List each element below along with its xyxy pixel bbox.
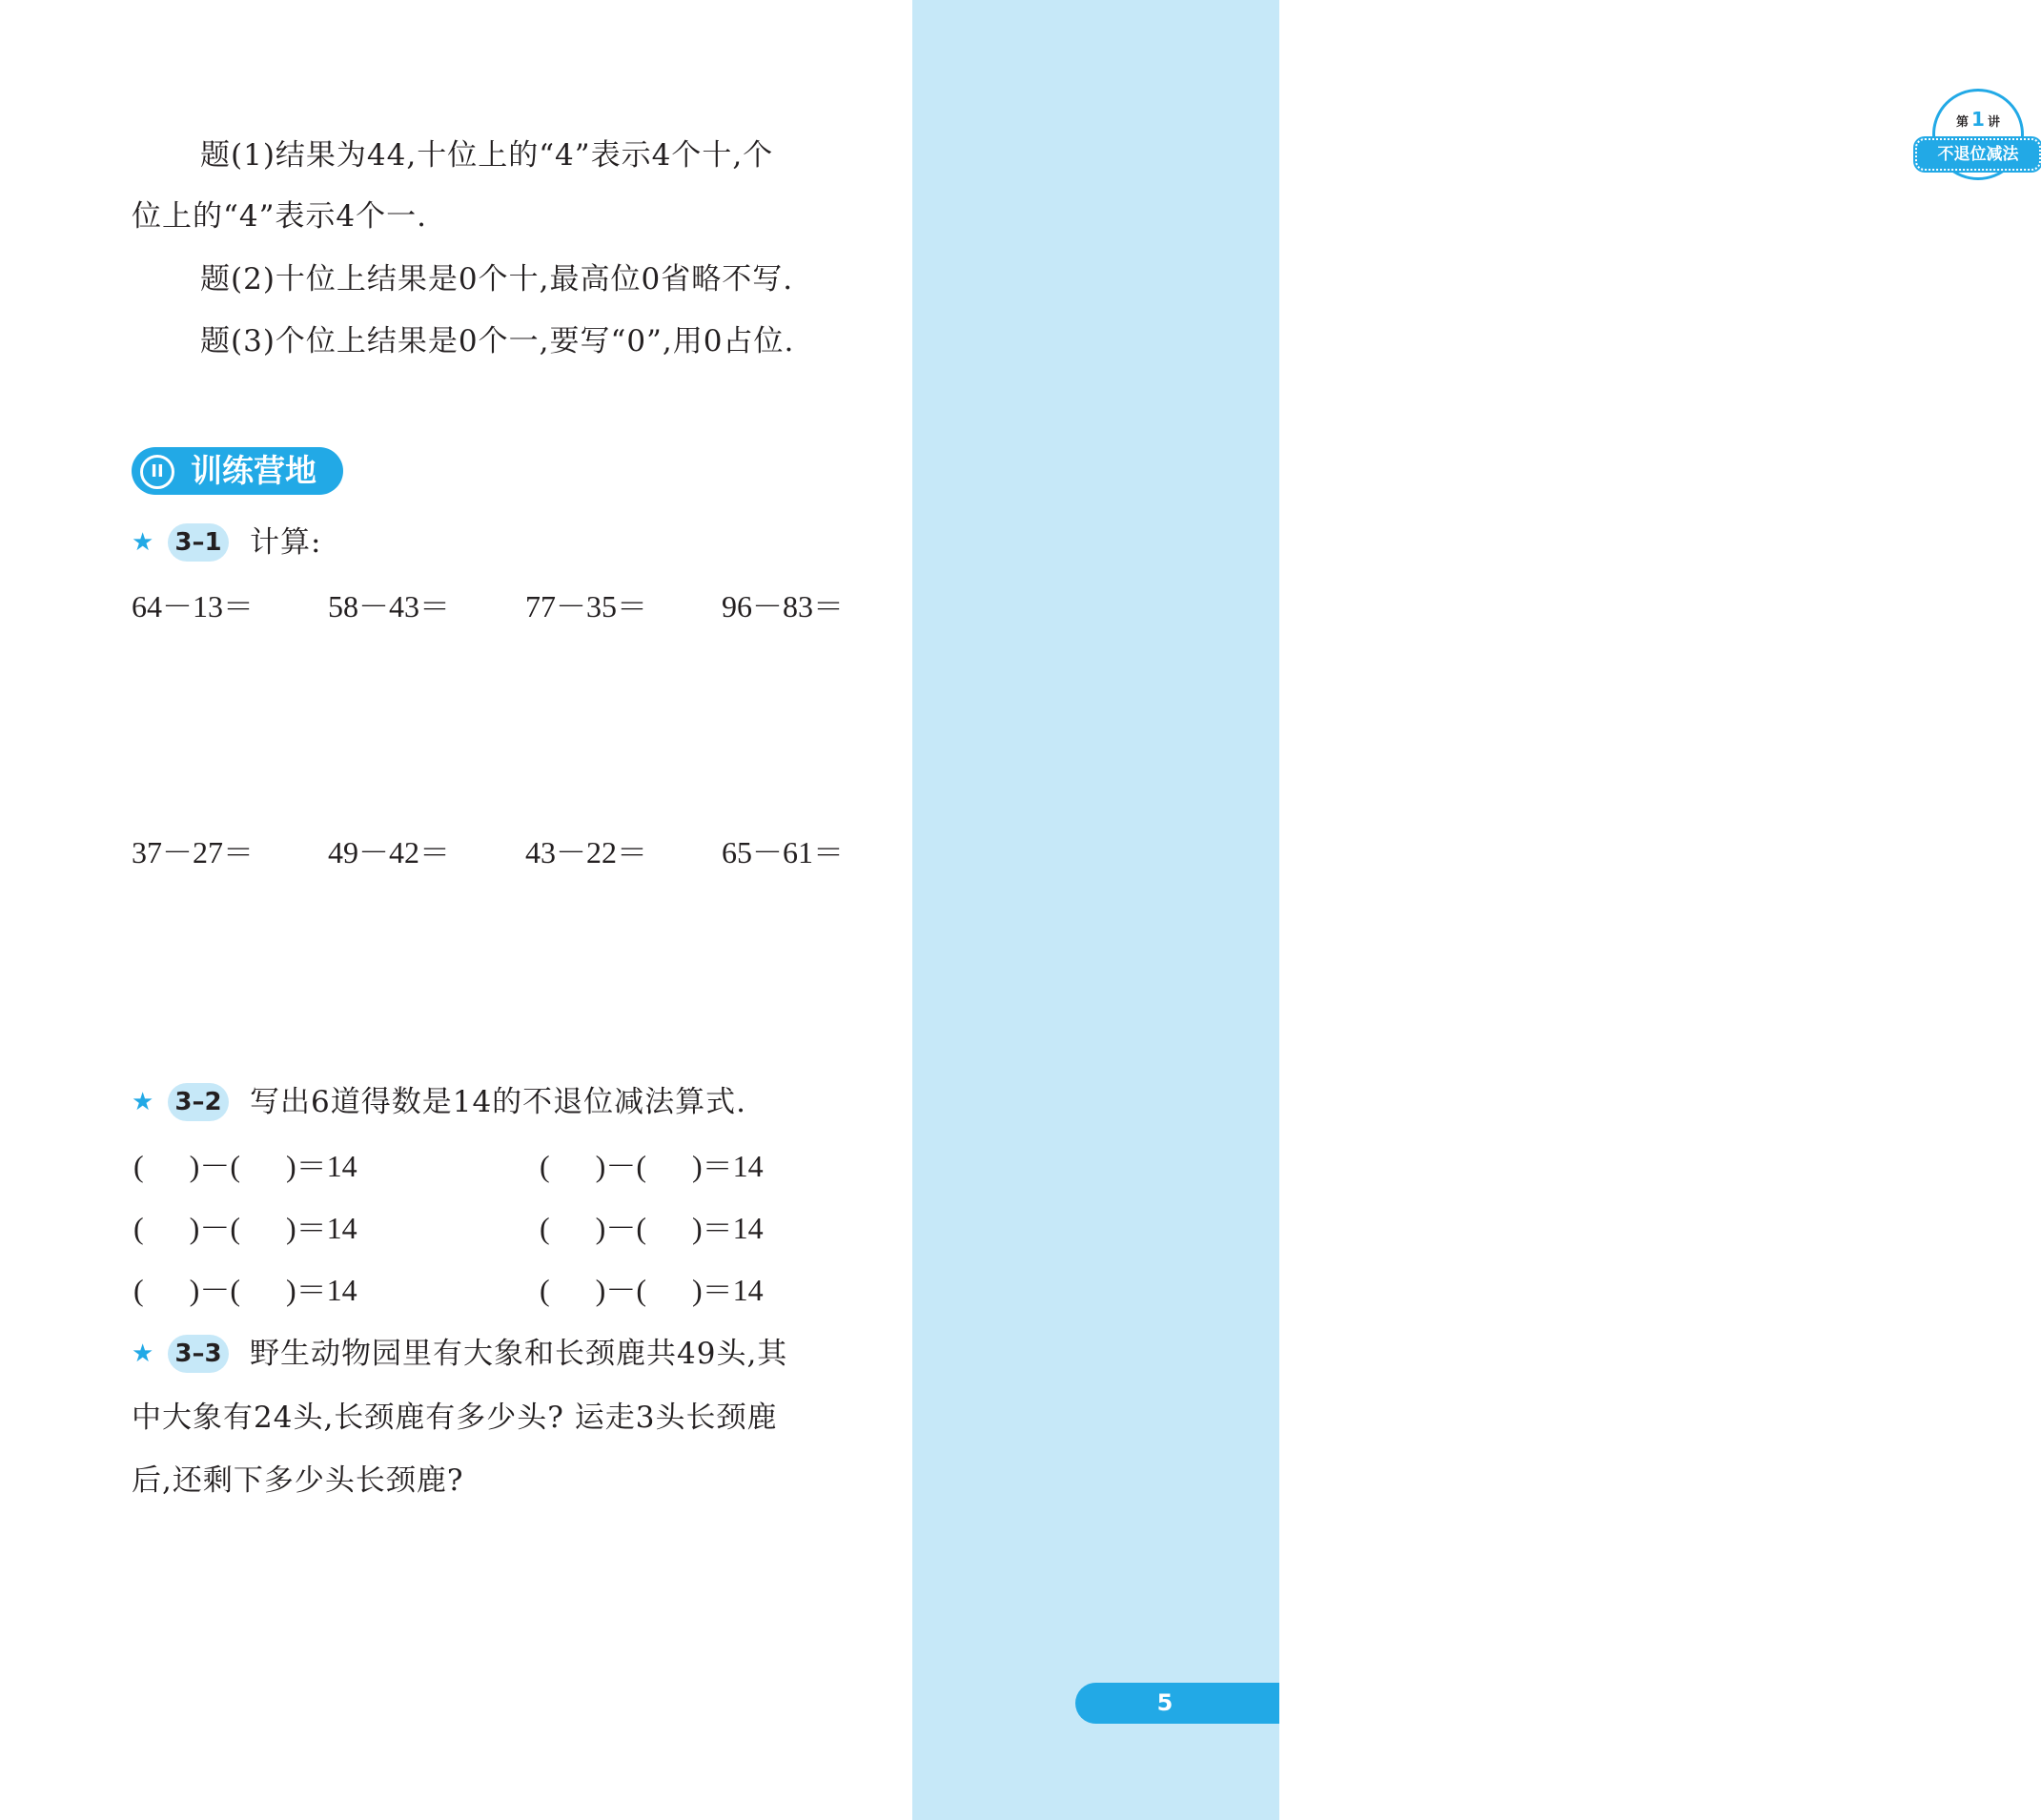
equation: 77－35＝	[525, 589, 648, 624]
problem-prompt: 计算:	[250, 525, 322, 560]
problem-label: 3–3	[168, 1335, 229, 1373]
badge-title: 不退位减法	[1915, 138, 2041, 171]
equation: 43－22＝	[525, 835, 648, 869]
section-title: 训练营地	[191, 452, 316, 489]
section-number: II	[140, 455, 174, 489]
equation: 96－83＝	[722, 589, 845, 624]
badge-suffix: 讲	[1987, 115, 2000, 130]
equation: 58－43＝	[328, 589, 451, 624]
star-icon: ★	[132, 1088, 154, 1116]
answer-blank[interactable]: ( )－( )＝14	[540, 1273, 764, 1307]
explanation-line-3: 题(2)十位上结果是0个十,最高位0省略不写.	[200, 262, 794, 297]
problem-text-line-2: 中大象有24头,长颈鹿有多少头? 运走3头长颈鹿	[132, 1401, 778, 1435]
equation: 37－27＝	[132, 835, 255, 869]
explanation-line-4: 题(3)个位上结果是0个一,要写“0”,用0占位.	[200, 324, 795, 358]
equation: 64－13＝	[132, 589, 255, 624]
sidebar	[912, 0, 2019, 1820]
explanation-line-1: 题(1)结果为44,十位上的“4”表示4个十,个	[200, 138, 774, 173]
lesson-badge	[1915, 89, 2041, 176]
badge-lesson-number	[1915, 108, 2041, 131]
answer-blank[interactable]: ( )－( )＝14	[540, 1211, 764, 1245]
star-icon: ★	[132, 528, 154, 557]
problem-prompt: 写出6道得数是14的不退位减法算式.	[250, 1085, 747, 1119]
problem-text-line-3: 后,还剩下多少头长颈鹿?	[132, 1463, 464, 1498]
section-heading	[132, 447, 343, 495]
problem-label: 3–2	[168, 1083, 229, 1121]
badge-prefix: 第	[1956, 115, 1970, 130]
equation: 49－42＝	[328, 835, 451, 869]
problem-label: 3–1	[168, 523, 229, 562]
answer-blank[interactable]: ( )－( )＝14	[133, 1211, 357, 1245]
answer-blank[interactable]: ( )－( )＝14	[133, 1273, 357, 1307]
page-number: 5	[1075, 1683, 1279, 1724]
badge-number: 1	[1971, 108, 1985, 131]
answer-blank[interactable]: ( )－( )＝14	[133, 1149, 357, 1183]
explanation-line-2: 位上的“4”表示4个一.	[132, 199, 427, 234]
equation: 65－61＝	[722, 835, 845, 869]
star-icon: ★	[132, 1339, 154, 1368]
answer-blank[interactable]: ( )－( )＝14	[540, 1149, 764, 1183]
problem-text-line-1: 野生动物园里有大象和长颈鹿共49头,其	[250, 1337, 788, 1371]
